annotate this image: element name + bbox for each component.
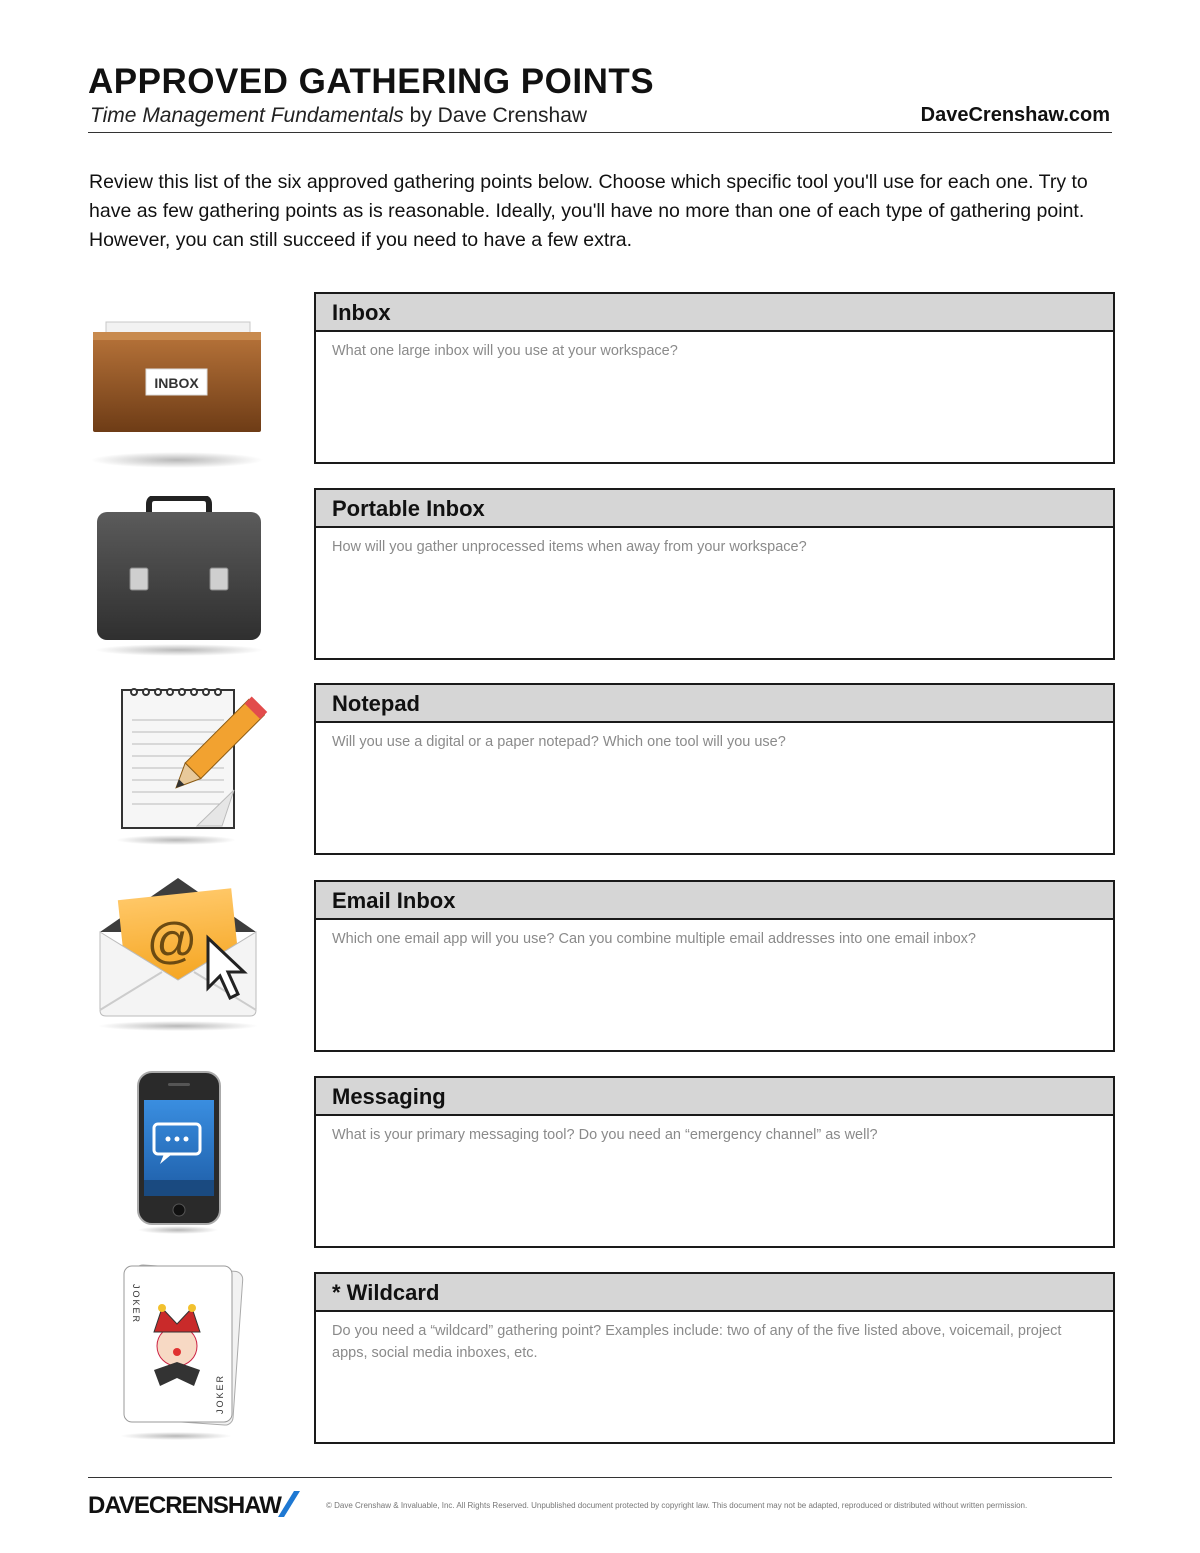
section-notepad: [314, 683, 1115, 855]
joker-card-icon: [114, 1262, 244, 1442]
subtitle: [90, 104, 587, 128]
byline: by Dave Crenshaw: [403, 104, 588, 127]
logo-slash-icon: [272, 1489, 302, 1519]
inbox-box-icon: [88, 318, 266, 472]
brand-logo: DAVECRENSHAW: [88, 1492, 281, 1519]
email-envelope-icon: [96, 872, 264, 1034]
website-link[interactable]: DaveCrenshaw.com: [920, 104, 1110, 126]
intro-paragraph: Review this list of the six approved gathering points below. Choose which specific tool you'll use for each one. Try to have as few gathering points as is reasonable. Ideally, you'll have no more than one of each type of gathering point. However, you can still succeed if you need to have a few extra.: [89, 171, 1088, 251]
section-title: Portable Inbox: [316, 490, 1113, 528]
section-inbox: [314, 292, 1115, 464]
briefcase-icon: [92, 496, 266, 658]
section-title: Notepad: [316, 685, 1113, 723]
svg-text:JOKER: JOKER: [215, 1373, 225, 1414]
section-portable-inbox: [314, 488, 1115, 660]
svg-text:INBOX: INBOX: [154, 375, 199, 391]
section-messaging: [314, 1076, 1115, 1248]
answer-field-messaging[interactable]: What is your primary messaging tool? Do you need an “emergency channel” as well?: [332, 1127, 878, 1143]
section-wildcard: [314, 1272, 1115, 1444]
answer-field-wildcard[interactable]: Do you need a “wildcard” gathering point? Examples include: two of any of the five listed above, voicemail, project apps, social media inboxes, etc.: [332, 1323, 1062, 1361]
svg-text:JOKER: JOKER: [131, 1284, 141, 1325]
page-title: APPROVED GATHERING POINTS: [88, 62, 655, 101]
svg-text:@: @: [146, 913, 198, 969]
section-title: Inbox: [316, 294, 1113, 332]
section-title: * Wildcard: [316, 1274, 1113, 1312]
smartphone-message-icon: [132, 1068, 228, 1236]
header-divider: [88, 132, 1112, 133]
answer-field-inbox[interactable]: What one large inbox will you use at your workspace?: [332, 343, 678, 359]
answer-field-notepad[interactable]: Will you use a digital or a paper notepad? Which one tool will you use?: [332, 734, 786, 750]
section-title: Email Inbox: [316, 882, 1113, 920]
notepad-pencil-icon: [112, 680, 272, 846]
answer-field-portable-inbox[interactable]: How will you gather unprocessed items when away from your workspace?: [332, 539, 807, 555]
footer-divider: [88, 1477, 1112, 1478]
section-email-inbox: [314, 880, 1115, 1052]
course-title: Time Management Fundamentals: [90, 104, 404, 127]
copyright-notice: © Dave Crenshaw & Invaluable, Inc. All Rights Reserved. Unpublished document protected by copyright law. This document may not be adapted, reproduced or distributed without written permission.: [326, 1501, 1028, 1510]
section-title: Messaging: [316, 1078, 1113, 1116]
answer-field-email-inbox[interactable]: Which one email app will you use? Can you combine multiple email addresses into one email inbox?: [332, 931, 976, 947]
